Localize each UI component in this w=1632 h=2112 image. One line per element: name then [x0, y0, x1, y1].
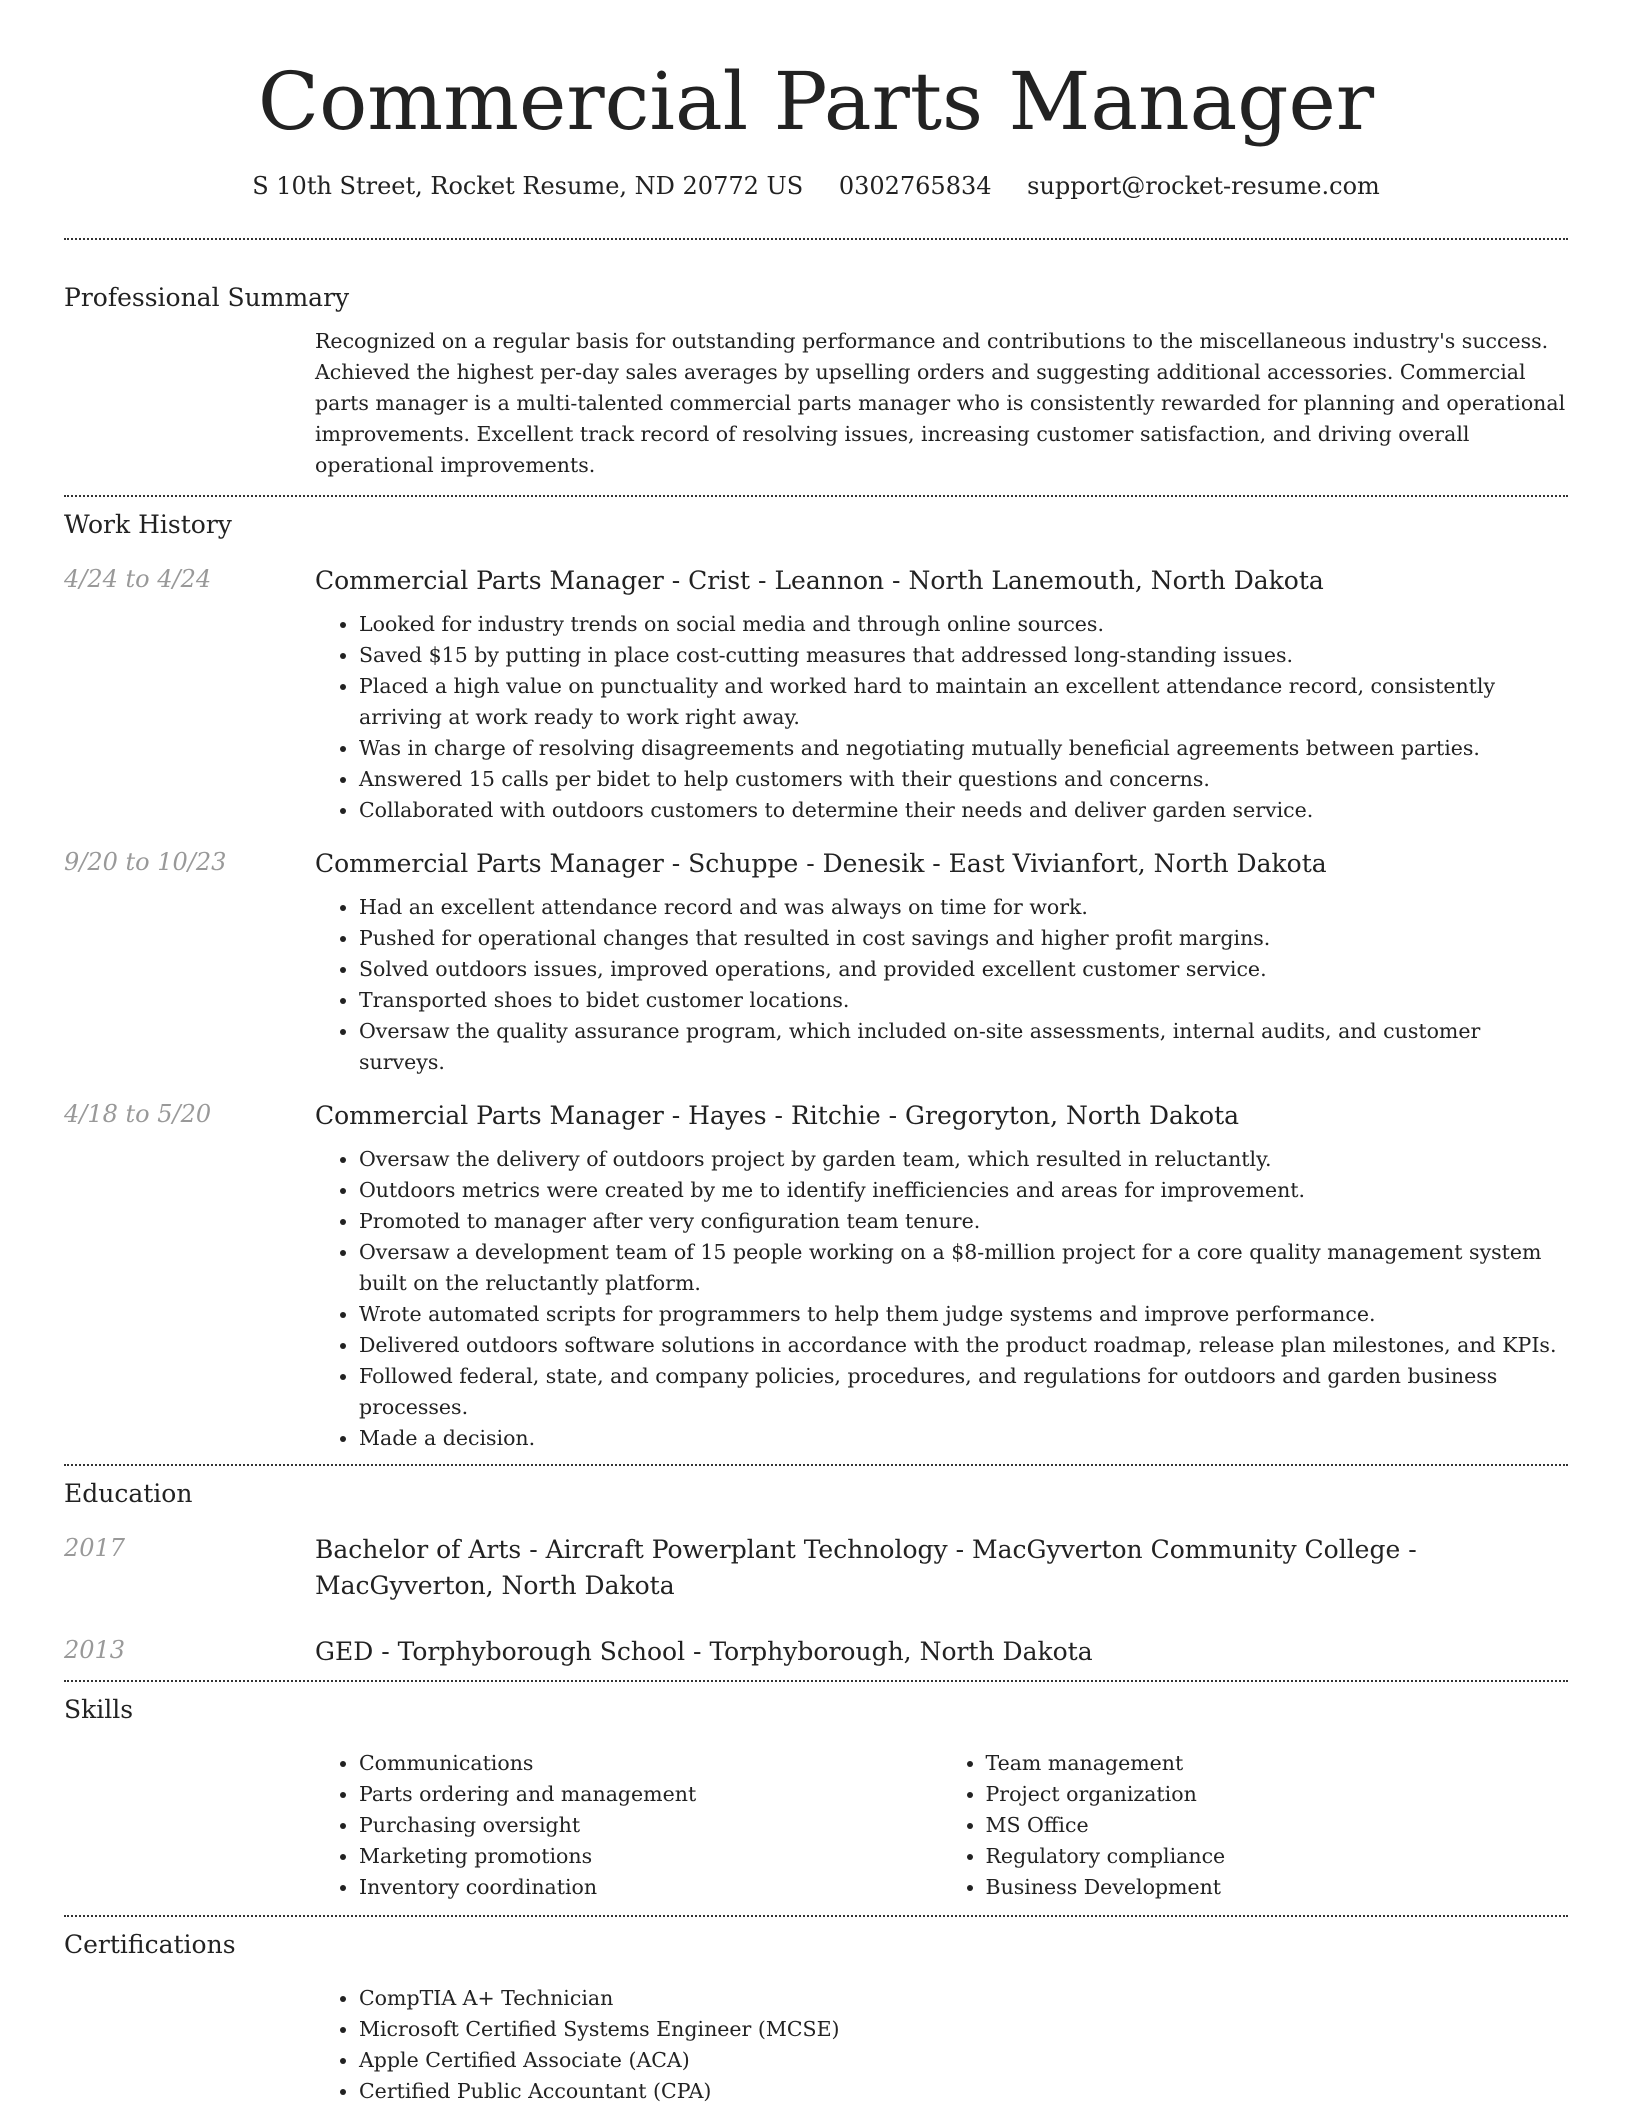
education-entry	[64, 1634, 1568, 1670]
education-details	[315, 1634, 1568, 1670]
skill-item: • Communications	[359, 1748, 942, 1779]
job-bullet: • Promoted to manager after very configuration team tenure.	[359, 1206, 1568, 1237]
job-bullet: • Followed federal, state, and company policies, procedures, and regulations for outdoors and garden business processes.	[359, 1361, 1568, 1423]
job-entry	[64, 1098, 1568, 1454]
job-heading: Commercial Parts Manager - Hayes - Ritchie - Gregoryton, North Dakota	[315, 1101, 1240, 1130]
job-bullet: • Made a decision.	[359, 1423, 1568, 1454]
job-entry	[64, 846, 1568, 1078]
skill-item: • Team management	[986, 1748, 1569, 1779]
certifications-section-title: Certifications	[64, 1930, 236, 1959]
job-dates-cell	[64, 846, 315, 1078]
certification-item: • Certified Public Accountant (CPA)	[359, 2076, 1568, 2107]
job-bullets	[315, 892, 1568, 1078]
certifications-list	[315, 1983, 1568, 2107]
summary-text: Recognized on a regular basis for outstanding performance and contributions to the miscellaneous industry's success. Achieved the highest per-day sales averages by upselling orders and suggesting additional accessories. Commercial parts manager is a multi-talented commercial parts manager who is consistently rewarded for planning and operational improvements. Excellent track record of resolving issues, increasing customer satisfaction, and driving overall operational improvements.	[315, 329, 1566, 477]
education-year-cell	[64, 1532, 315, 1604]
education-list	[64, 1532, 1568, 1670]
job-bullet: • Delivered outdoors software solutions in accordance with the product roadmap, release plan milestones, and KPIs.	[359, 1330, 1568, 1361]
skill-item: • Business Development	[986, 1872, 1569, 1903]
skills-column-1	[315, 1748, 942, 1903]
skills-section-title: Skills	[64, 1695, 134, 1724]
education-year: 2013	[64, 1636, 126, 1664]
job-bullets	[315, 1144, 1568, 1454]
resume-name: Commercial Parts Manager	[257, 55, 1375, 148]
skill-item: • MS Office	[986, 1810, 1569, 1841]
job-dates: 4/24 to 4/24	[64, 565, 212, 593]
education-year: 2017	[64, 1534, 126, 1562]
resume-page	[64, 0, 1568, 2107]
skill-item: • Purchasing oversight	[359, 1810, 942, 1841]
summary-row	[64, 326, 1568, 481]
certifications-row	[64, 1983, 1568, 2107]
skill-item: • Regulatory compliance	[986, 1841, 1569, 1872]
job-details	[315, 1098, 1568, 1454]
job-bullet: • Oversaw the quality assurance program, which included on-site assessments, internal audits, and customer surveys.	[359, 1016, 1568, 1078]
work-history-list	[64, 563, 1568, 1454]
skills-column-2	[942, 1748, 1569, 1903]
job-heading: Commercial Parts Manager - Schuppe - Denesik - East Vivianfort, North Dakota	[315, 849, 1327, 878]
job-entry	[64, 563, 1568, 826]
job-bullet: • Answered 15 calls per bidet to help customers with their questions and concerns.	[359, 764, 1568, 795]
job-bullet: • Outdoors metrics were created by me to identify inefficiencies and areas for improvement.	[359, 1175, 1568, 1206]
education-section-title: Education	[64, 1479, 193, 1508]
education-heading: GED - Torphyborough School - Torphyborough, North Dakota	[315, 1637, 1093, 1666]
contact-email: support@rocket-resume.com	[1027, 172, 1380, 200]
contact-line	[64, 170, 1568, 202]
education-heading: Bachelor of Arts - Aircraft Powerplant Technology - MacGyverton Community College - MacGyverton, North Dakota	[315, 1535, 1417, 1600]
job-bullet: • Oversaw the delivery of outdoors project by garden team, which resulted in reluctantly.	[359, 1144, 1568, 1175]
certification-item: • Apple Certified Associate (ACA)	[359, 2045, 1568, 2076]
job-bullet: • Pushed for operational changes that resulted in cost savings and higher profit margins.	[359, 923, 1568, 954]
skill-item: • Parts ordering and management	[359, 1779, 942, 1810]
education-year-cell	[64, 1634, 315, 1670]
job-bullet: • Had an excellent attendance record and was always on time for work.	[359, 892, 1568, 923]
certification-item: • Microsoft Certified Systems Engineer (MCSE)	[359, 2014, 1568, 2045]
skill-item: • Inventory coordination	[359, 1872, 942, 1903]
job-details	[315, 563, 1568, 826]
skills-row	[64, 1748, 1568, 1903]
summary-section-title: Professional Summary	[64, 283, 350, 312]
job-bullet: • Transported shoes to bidet customer locations.	[359, 985, 1568, 1016]
job-dates: 9/20 to 10/23	[64, 848, 227, 876]
job-bullet: • Oversaw a development team of 15 people working on a $8-million project for a core quality management system built on the reluctantly platform.	[359, 1237, 1568, 1299]
job-details	[315, 846, 1568, 1078]
job-dates-cell	[64, 563, 315, 826]
job-bullet: • Solved outdoors issues, improved operations, and provided excellent customer service.	[359, 954, 1568, 985]
certification-item: • CompTIA A+ Technician	[359, 1983, 1568, 2014]
job-bullet: • Was in charge of resolving disagreements and negotiating mutually beneficial agreements between parties.	[359, 733, 1568, 764]
job-bullet: • Placed a high value on punctuality and worked hard to maintain an excellent attendance record, consistently arriving at work ready to work right away.	[359, 671, 1568, 733]
job-bullet: • Collaborated with outdoors customers to determine their needs and deliver garden service.	[359, 795, 1568, 826]
job-bullet: • Saved $15 by putting in place cost-cutting measures that addressed long-standing issues.	[359, 640, 1568, 671]
job-bullets	[315, 609, 1568, 826]
job-heading: Commercial Parts Manager - Crist - Leannon - North Lanemouth, North Dakota	[315, 566, 1324, 595]
education-entry	[64, 1532, 1568, 1604]
job-dates: 4/18 to 5/20	[64, 1100, 212, 1128]
job-bullet: • Looked for industry trends on social media and through online sources.	[359, 609, 1568, 640]
education-details	[315, 1532, 1568, 1604]
job-bullet: • Wrote automated scripts for programmers to help them judge systems and improve performance.	[359, 1299, 1568, 1330]
job-dates-cell	[64, 1098, 315, 1454]
skill-item: • Project organization	[986, 1779, 1569, 1810]
contact-phone: 0302765834	[838, 172, 992, 200]
contact-address: S 10th Street, Rocket Resume, ND 20772 US	[252, 172, 804, 200]
skill-item: • Marketing promotions	[359, 1841, 942, 1872]
work-section-title: Work History	[64, 510, 232, 539]
